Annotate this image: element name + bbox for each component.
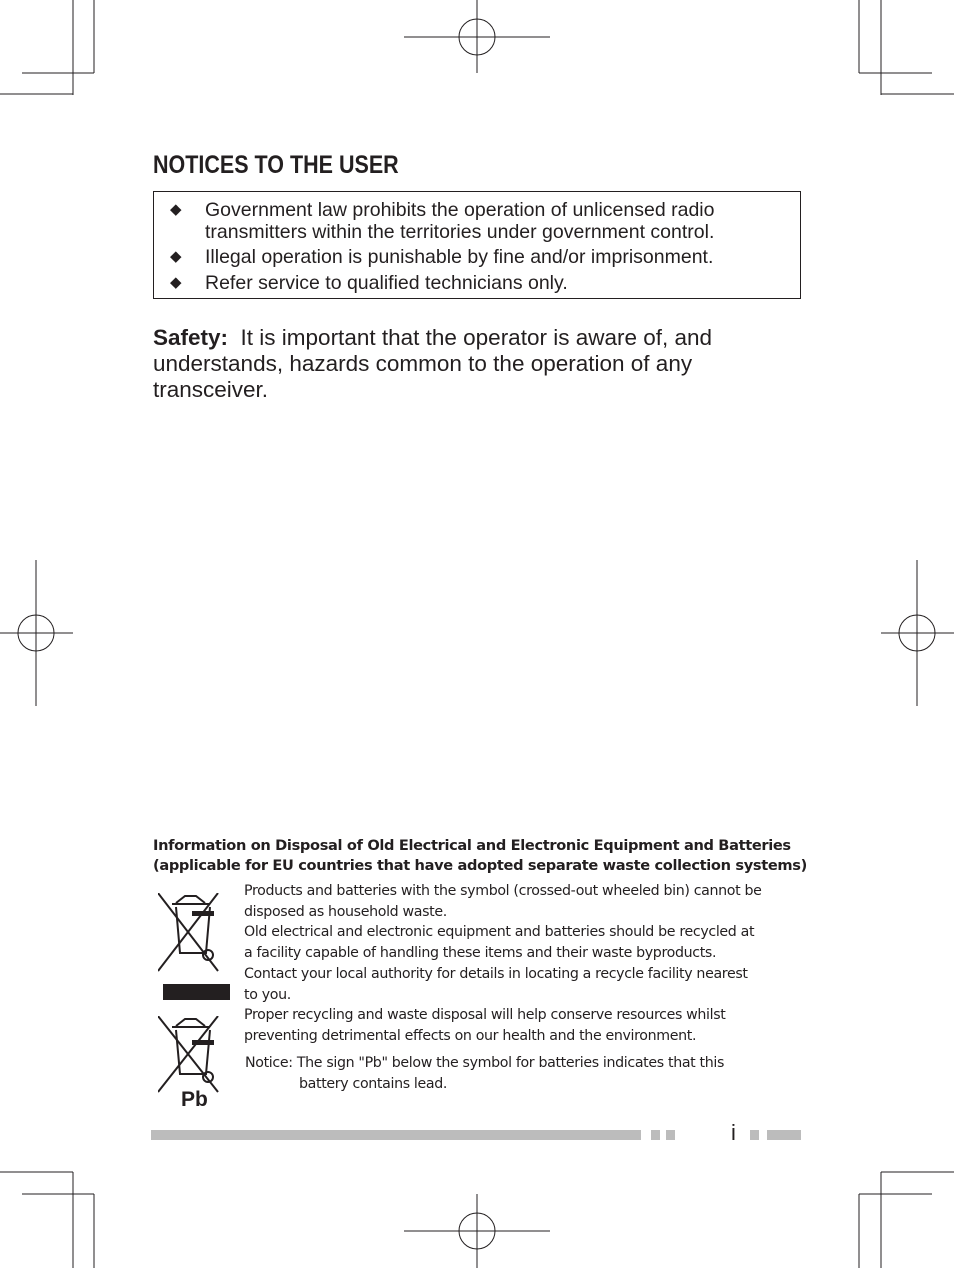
- notice-pb-line: Notice: The sign "Pb" below the symbol for batteries indicates that this: [245, 1055, 725, 1071]
- disposal-heading-line: Information on Disposal of Old Electrical and Electronic Equipment and Batteries: [153, 837, 791, 854]
- safety-paragraph: [153, 325, 803, 403]
- notice-text: transmitters within the territories under government control.: [205, 221, 715, 243]
- diamond-bullet-icon: ◆: [170, 248, 182, 265]
- body-line: Products and batteries with the symbol (crossed-out wheeled bin) cannot be: [244, 883, 762, 899]
- body-line: preventing detrimental effects on our health and the environment.: [244, 1027, 697, 1044]
- body-line: Old electrical and electronic equipment and batteries should be recycled at: [244, 924, 755, 941]
- footer-bar: [151, 1130, 641, 1140]
- disposal-heading: [153, 836, 813, 876]
- crossed-out-wheeled-bin-pb-icon: [158, 1016, 234, 1096]
- pb-label: Pb: [181, 1088, 208, 1111]
- body-line: Proper recycling and waste disposal will help conserve resources whilst: [244, 1007, 726, 1024]
- notice-text: Illegal operation is punishable by fine and/or imprisonment.: [205, 246, 714, 268]
- notice-text: Refer service to qualified technicians only.: [205, 272, 568, 294]
- notice-pb-line: battery contains lead.: [299, 1076, 448, 1092]
- page-title: NOTICES TO THE USER: [153, 151, 399, 179]
- notice-text: Government law prohibits the operation of unlicensed radio: [205, 199, 715, 221]
- diamond-bullet-icon: ◆: [170, 274, 182, 291]
- notice-box: [153, 191, 801, 299]
- safety-text: It is important that the operator is aware of, and understands, hazards common to the operation of any transceiver.: [153, 325, 713, 402]
- disposal-body: [244, 881, 804, 1047]
- body-line: Contact your local authority for details in locating a recycle facility nearest: [244, 965, 748, 982]
- disposal-heading-line: (applicable for EU countries that have adopted separate waste collection systems): [153, 857, 807, 874]
- body-line: to you.: [244, 986, 291, 1003]
- footer-bar: [767, 1130, 801, 1140]
- body-line: disposed as household waste.: [244, 903, 447, 920]
- page-number: i: [731, 1120, 736, 1145]
- crossed-out-wheeled-bin-icon: [158, 893, 234, 1005]
- footer-square: [666, 1130, 675, 1140]
- diamond-bullet-icon: ◆: [170, 201, 182, 218]
- body-line: a facility capable of handling these items and their waste byproducts.: [244, 945, 717, 962]
- safety-label: Safety:: [153, 325, 229, 350]
- footer-square: [750, 1130, 759, 1140]
- footer-square: [651, 1130, 660, 1140]
